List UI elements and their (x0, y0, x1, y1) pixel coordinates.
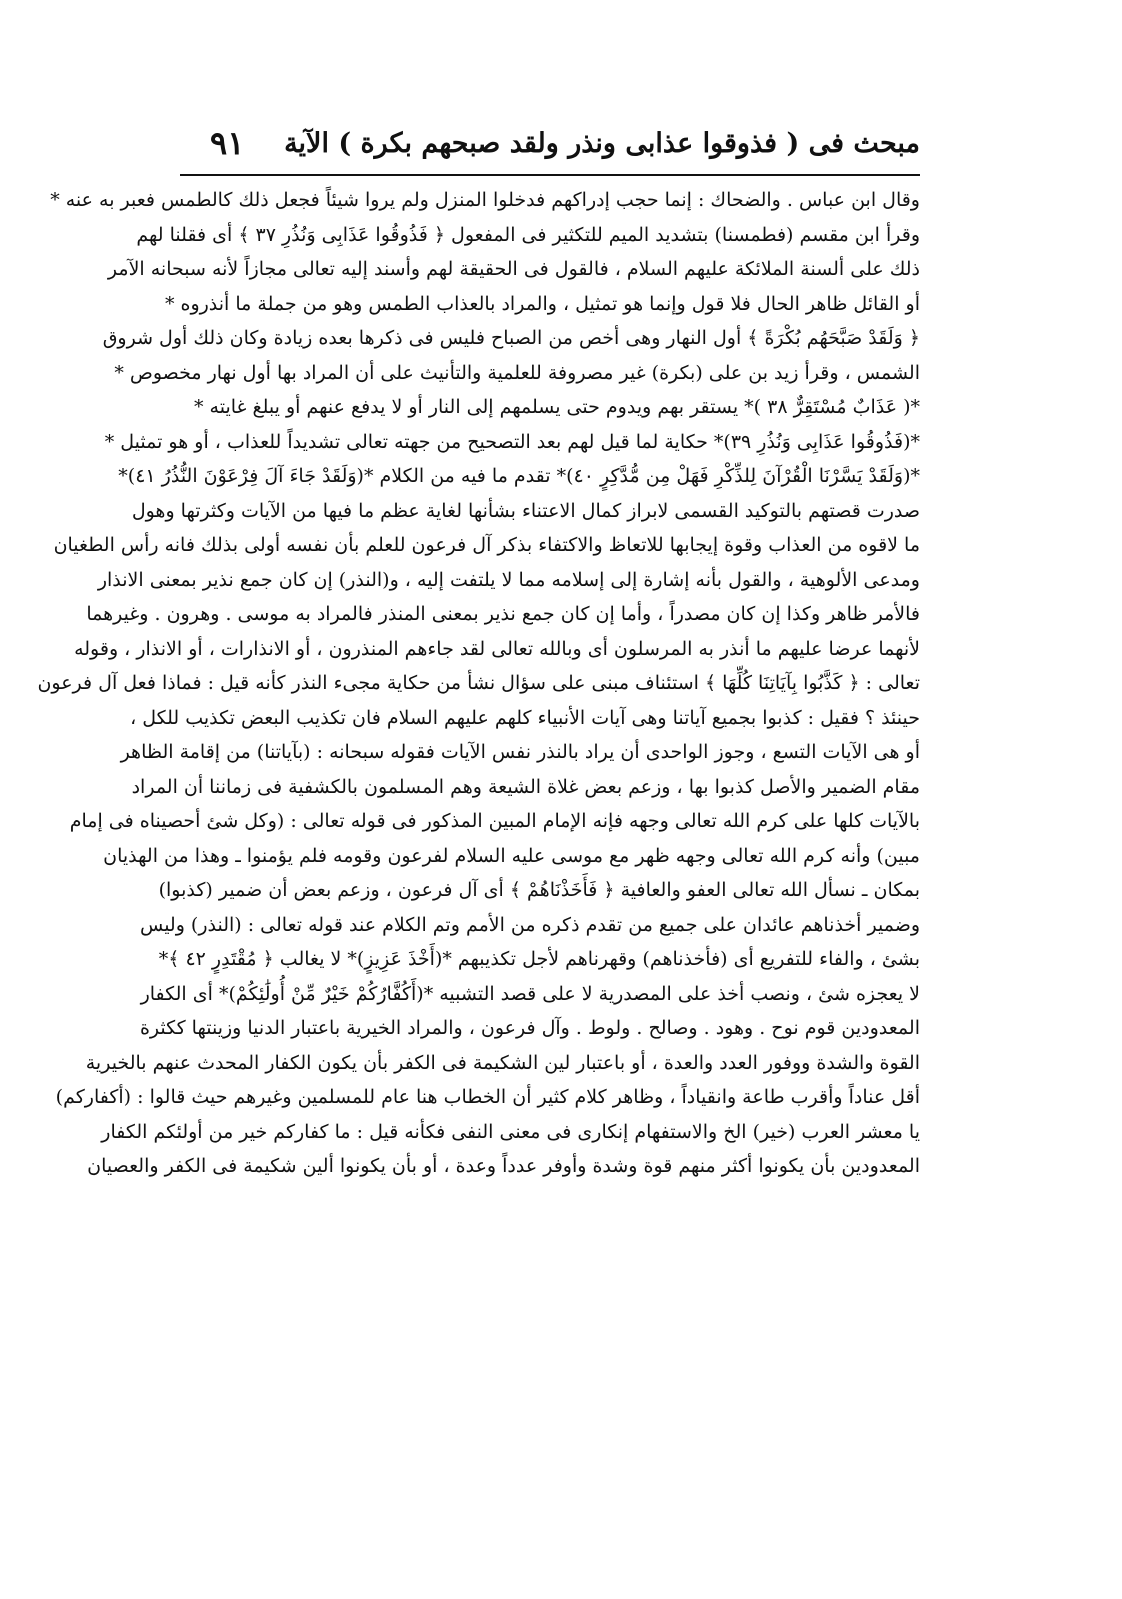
text-line: تعالى : ﴿ كَذَّبُوا بِآيَاتِنَا كُلِّهَا ﴾ استئناف مبنى على سؤال نشأ من حكاية مجىء النذر كأنه قيل : فماذا فعل آل فرعون (37, 672, 920, 694)
text-line: *(وَلَقَدْ يَسَّرْنَا الْقُرْآنَ لِلذِّكْرِ فَهَلْ مِن مُّدَّكِرٍ ٤٠)* تقدم ما فيه من الكلام *(وَلَقَدْ جَاءَ آلَ فِرْعَوْنَ النُّذُرُ ٤١)* (118, 465, 920, 487)
text-line: وضمير أخذناهم عائدان على جميع من تقدم ذكره من الأمم وتم الكلام عند قوله تعالى : (النذر) وليس (139, 913, 920, 936)
text-line: لأنهما عرضا عليهم ما أنذر به المرسلون أى وبالله تعالى لقد جاءهم المنذرون ، أو الانذارات ، أو الانذار ، وقوله (74, 637, 920, 660)
text-line: المعدودين بأن يكونوا أكثر منهم قوة وشدة وأوفر عدداً وعدة ، أو بأن يكونوا ألين شكيمة فى الكفر والعصيان (87, 1155, 920, 1177)
text-line: مبين) وأنه كرم الله تعالى وجهه ظهر مع موسى عليه السلام لفرعون وقومه فلم يؤمنوا ـ وهذا من الهذيان (103, 844, 920, 867)
text-line: لا يعجزه شئ ، ونصب أخذ على المصدرية لا على قصد التشبيه *(أَكُفَّارُكُمْ خَيْرٌ مِّنْ أُولَٰئِكُمْ)* أى الكفار (140, 982, 920, 1005)
body-text (37, 183, 920, 1184)
text-line: حينئذ ؟ فقيل : كذبوا بجميع آياتنا وهى آيات الأنبياء كلهم عليهم السلام فان تكذيب البعض تكذيب للكل ، (130, 706, 920, 729)
text-line: الشمس ، وقرأ زيد بن على (بكرة) غير مصروفة للعلمية والتأنيث على أن المراد بها أول نهار مخصوص * (114, 361, 920, 384)
text-line: فالأمر ظاهر وكذا إن كان مصدراً ، وأما إن كان جمع نذير بمعنى المنذر فالمراد به موسى . وهرون . وغيرهما (86, 603, 920, 625)
text-line: المعدودين قوم نوح . وهود . وصالح . ولوط . وآل فرعون ، والمراد الخيرية باعتبار الدنيا وزينتها ككثرة (139, 1017, 920, 1039)
text-line: بشئ ، والفاء للتفريع أى (فأخذناهم) وقهرناهم لأجل تكذيبهم *(أَخْذَ عَزِيزٍ)* لا يغالب ﴿ مُقْتَدِرٍ ٤٢ ﴾* (158, 948, 920, 970)
text-line: بالآيات كلها على كرم الله تعالى وجهه فإنه الإمام المبين المذكور فى قوله تعالى : (وكل شئ أحصيناه فى إمام (69, 810, 920, 832)
text-line: *( عَذَابٌ مُسْتَقِرٌّ ٣٨ )* يستقر بهم ويدوم حتى يسلمهم إلى النار أو لا يدفع عنهم أو يبلغ غايته * (194, 396, 920, 418)
text-line: صدرت قصتهم بالتوكيد القسمى لابراز كمال الاعتناء بشأنها لغاية عظم ما فيها من الآيات وكثرتها وهول (131, 499, 920, 522)
text-line: وقرأ ابن مقسم (فطمسنا) بتشديد الميم للتكثير فى المفعول ﴿ فَذُوقُوا عَذَابِى وَنُذُرِ ٣٧ ﴾ أى فقلنا لهم (136, 223, 920, 246)
text-line: يا معشر العرب (خير) الخ والاستفهام إنكارى فى معنى النفى فكأنه قيل : ما كفاركم خير من أولئكم الكفار (101, 1120, 920, 1143)
header-rule (180, 174, 920, 176)
text-line: بمكان ـ نسأل الله تعالى العفو والعافية ﴿ فَأَخَذْنَاهُمْ ﴾ أى آل فرعون ، وزعم بعض أن ضمير (كذبوا) (158, 879, 920, 901)
text-line: مقام الضمير والأصل كذبوا بها ، وزعم بعض غلاة الشيعة وهم المسلمون بالكشفية فى زماننا أن المراد (131, 775, 920, 798)
text-line: أو هى الآيات التسع ، وجوز الواحدى أن يراد بالنذر نفس الآيات فقوله سبحانه : (بآياتنا) من إقامة الظاهر (120, 741, 920, 763)
text-line: ﴿ وَلَقَدْ صَبَّحَهُم بُكْرَةً ﴾ أول النهار وهى أخص من الصباح فليس فى ذكرها بعده زيادة وكان ذلك أول شروق (102, 327, 920, 349)
text-line: وقال ابن عباس . والضحاك : إنما حجب إدراكهم فدخلوا المنزل ولم يروا شيئاً فجعل ذلك كالطمس فعبر به عنه * (50, 189, 920, 211)
page-header (180, 122, 920, 178)
text-line: القوة والشدة ووفور العدد والعدة ، أو باعتبار لين الشكيمة فى الكفر بأن يكون الكفار المحدث عنهم بالخيرية (85, 1051, 920, 1074)
text-line: ذلك على ألسنة الملائكة عليهم السلام ، فالقول فى الحقيقة لهم وأسند إليه تعالى مجازاً لأنه سبحانه الآمر (107, 258, 920, 280)
text-line: ومدعى الألوهية ، والقول بأنه إشارة إلى إسلامه مما لا يلتفت إليه ، و(النذر) إن كان جمع نذير بمعنى الانذار (97, 568, 920, 591)
text-line: *(فَذُوقُوا عَذَابِى وَنُذُرِ ٣٩)* حكاية لما قيل لهم بعد التصحيح من جهته تعالى تشديداً للعذاب ، أو هو تمثيل * (104, 430, 920, 453)
text-line: أو القائل ظاهر الحال فلا قول وإنما هو تمثيل ، والمراد بالعذاب الطمس وهو من جملة ما أنذروه * (164, 292, 920, 315)
page-number: ٩١ (210, 124, 245, 162)
text-line: ما لاقوه من العذاب وقوة إيجابها للاتعاظ والاكتفاء بذكر آل فرعون للعلم بأن نفسه أولى بذلك فانه رأس الطغيان (53, 534, 920, 556)
text-line: أقل عناداً وأقرب طاعة وانقياداً ، وظاهر كلام كثير أن الخطاب هنا عام للمسلمين وغيرهم حيث قالوا : (أكفاركم) (55, 1086, 920, 1108)
running-title: مبحث فى ( فذوقوا عذابى ونذر ولقد صبحهم بكرة ) الآية (284, 128, 920, 159)
